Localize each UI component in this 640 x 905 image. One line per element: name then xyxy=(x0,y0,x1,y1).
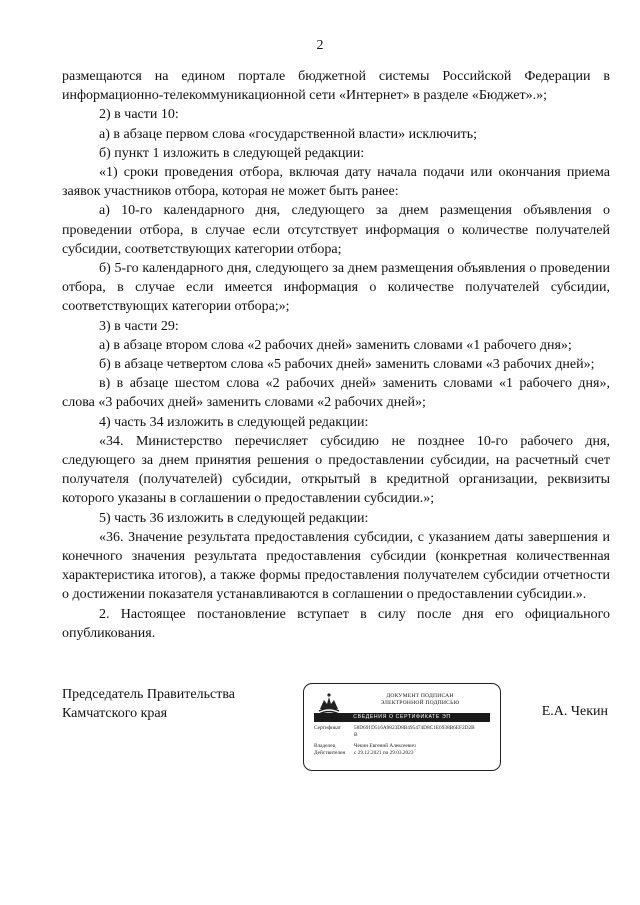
paragraph: б) 5-го календарного дня, следующего за днем размещения объявления о проведении отбора, в случае если имеется информация о количестве получателей субсидии, соответствующих категории отбора;»; xyxy=(62,261,610,315)
paragraph: размещаются на едином портале бюджетной системы Российской Федерации в информационно-телекоммуникационной сети «Интернет» в разделе «Бюджет».»; xyxy=(62,69,610,104)
paragraph: «36. Значение результата предоставления субсидии, с указанием даты завершения и конечного значения результата предоставления субсидии (конкретная количественная характеристика итогов), а также формы предоставления получателем субсидии отчетности о достижении показателя устанавливаются в соглашении о предоставлении субсидии.». xyxy=(62,529,610,603)
stamp-certificate-row-continued xyxy=(314,732,492,739)
paragraph: а) в абзаце втором слова «2 рабочих дней» заменить словами «1 рабочего дня»; xyxy=(99,337,572,353)
stamp-owner-label: Владелец xyxy=(314,743,336,749)
stamp-title xyxy=(346,693,494,707)
signer-name: Е.А. Чекин xyxy=(541,704,608,719)
stamp-valid-row xyxy=(314,750,492,757)
stamp-owner-value: Чекин Евгений Алексеевич xyxy=(354,743,416,749)
stamp-owner-row xyxy=(314,743,492,750)
stamp-certificate-row xyxy=(314,725,492,732)
signatory-position-line: Председатель Правительства xyxy=(62,687,235,702)
paragraph: б) пункт 1 изложить в следующей редакции: xyxy=(99,145,365,161)
stamp-valid-label: Действителен xyxy=(314,750,346,756)
paragraph: 2) в части 10: xyxy=(99,107,179,123)
electronic-signature-stamp xyxy=(303,683,501,771)
paragraph: 5) часть 36 изложить в следующей редакции: xyxy=(99,510,369,526)
stamp-title-line: ЭЛЕКТРОННОЙ ПОДПИСЬЮ xyxy=(380,700,460,706)
paragraph: в) в абзаце шестом слова «2 рабочих дней» заменить словами «1 рабочего дня», слова «3 рабочих дней» заменить словами «2 рабочих дней»; xyxy=(62,376,610,411)
paragraph: а) 10-го календарного дня, следующего за днем размещения объявления о проведении отбора, в случае если отсутствует информация о количестве получателей субсидии, соответствующих категории отбора; xyxy=(62,203,610,257)
stamp-valid-value: с 29.12.2021 по 29.03.2023 xyxy=(354,750,414,756)
paragraph: «34. Министерство перечисляет субсидию не позднее 10-го рабочего дня, следующего за днем принятия решения о предоставлении субсидии, на расчетный счет получателя (получателей) субсидии, открытый в кредитной организации, реквизиты которого указаны в соглашении о предоставлении субсидии.»; xyxy=(62,433,610,507)
paragraph: 2. Настоящее постановление вступает в силу после дня его официального опубликования. xyxy=(62,606,610,641)
stamp-certificate-value: 58D691D516A9823D8B495474D8C1E6938B6EF2D2B xyxy=(354,725,475,731)
stamp-certificate-value-line2: B xyxy=(354,732,358,738)
stamp-certificate-label: Сертификат xyxy=(314,725,341,731)
stamp-band: СВЕДЕНИЯ О СЕРТИФИКАТЕ ЭП xyxy=(314,713,490,722)
signatory-position xyxy=(62,685,235,723)
paragraph: б) в абзаце четвертом слова «5 рабочих дней» заменить словами «3 рабочих дней»; xyxy=(99,357,595,373)
document-body xyxy=(62,67,610,643)
paragraph: «1) сроки проведения отбора, включая дату начала подачи или окончания приема заявок участников отбора, которая не может быть ранее: xyxy=(62,165,610,200)
stamp-title-line: ДОКУМЕНТ ПОДПИСАН xyxy=(386,693,454,699)
paragraph: 4) часть 34 изложить в следующей редакции: xyxy=(99,414,369,430)
paragraph: а) в абзаце первом слова «государственной власти» исключить; xyxy=(99,126,477,142)
page-number: 2 xyxy=(316,38,324,53)
paragraph: 3) в части 29: xyxy=(99,318,179,334)
signatory-position-line: Камчатского края xyxy=(62,706,168,721)
